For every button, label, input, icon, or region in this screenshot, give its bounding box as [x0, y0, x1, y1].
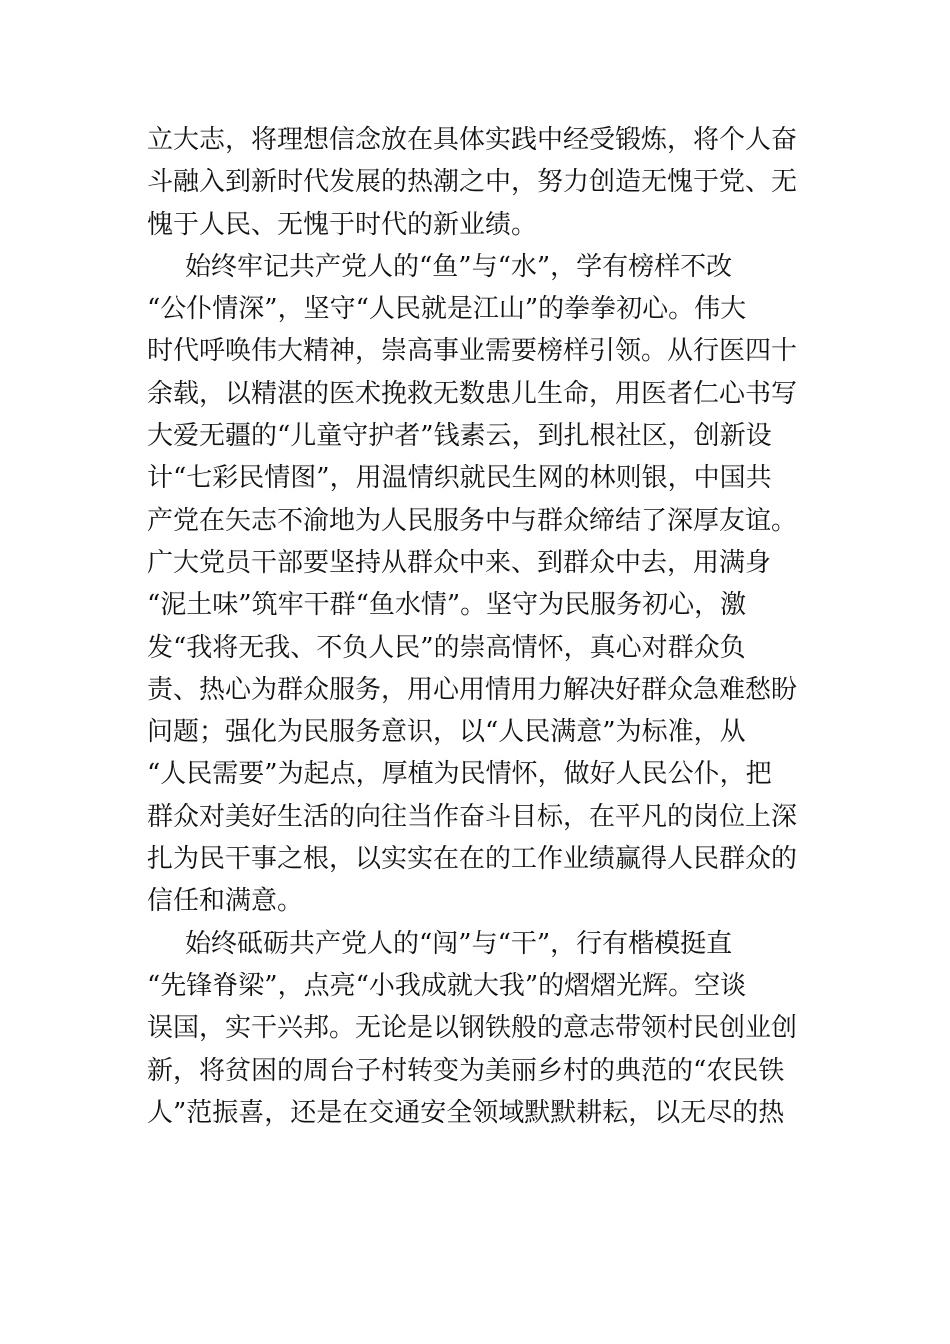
- text-line: “公仆情深”，坚守“人民就是江山”的拳拳初心。伟大: [147, 294, 747, 325]
- text-line: 责、热心为群众服务，用心用情用力解决好群众急难愁盼: [147, 674, 798, 705]
- text-line: 新，将贫困的周台子村转变为美丽乡村的典范的“农民铁: [147, 1055, 785, 1086]
- text-line: 扎为民干事之根，以实实在在的工作业绩赢得人民群众的: [147, 844, 798, 875]
- paragraph-first-line: 始终牢记共产党人的“鱼”与“水”，学有榜样不改: [185, 251, 733, 282]
- text-line: 立大志，将理想信念放在具体实践中经受锻炼，将个人奋: [147, 125, 798, 155]
- document-body: [147, 119, 798, 1134]
- text-line: “泥土味”筑牢干群“鱼水情”。坚守为民服务初心，激: [147, 590, 747, 621]
- text-line: “先锋脊梁”，点亮“小我成就大我”的熠熠光辉。空谈: [147, 970, 747, 1001]
- text-line: 人”范振喜，还是在交通安全领域默默耕耘，以无尽的热: [147, 1097, 785, 1128]
- text-line: 斗融入到新时代发展的热潮之中，努力创造无愧于党、无: [147, 167, 798, 198]
- text-line: 计“七彩民情图”，用温情织就民生网的林则银，中国共: [147, 463, 772, 494]
- text-line: 群众对美好生活的向往当作奋斗目标，在平凡的岗位上深: [147, 801, 798, 832]
- text-line: 误国，实干兴邦。无论是以钢铁般的意志带领村民创业创: [147, 1013, 798, 1044]
- paragraph-first-line: 始终砥砺共产党人的“闯”与“干”，行有楷模挺直: [185, 928, 733, 959]
- text-line: 时代呼唤伟大精神，崇高事业需要榜样引领。从行医四十: [147, 336, 798, 367]
- text-line: 广大党员干部要坚持从群众中来、到群众中去，用满身: [147, 547, 772, 578]
- text-line: 大爱无疆的“儿童守护者”钱素云，到扎根社区，创新设: [147, 421, 772, 452]
- text-line: 信任和满意。: [147, 886, 304, 917]
- text-line: 发“我将无我、不负人民”的崇高情怀，真心对群众负: [147, 632, 746, 663]
- text-line: 产党在矢志不渝地为人民服务中与群众缔结了深厚友谊。: [147, 505, 798, 536]
- text-line: 余载，以精湛的医术挽救无数患儿生命，用医者仁心书写: [147, 378, 798, 409]
- text-line: 愧于人民、无愧于时代的新业绩。: [147, 209, 538, 240]
- text-line: 问题；强化为民服务意识，以“人民满意”为标准，从: [147, 717, 746, 748]
- text-line: “人民需要”为起点，厚植为民情怀，做好人民公仆，把: [147, 759, 772, 790]
